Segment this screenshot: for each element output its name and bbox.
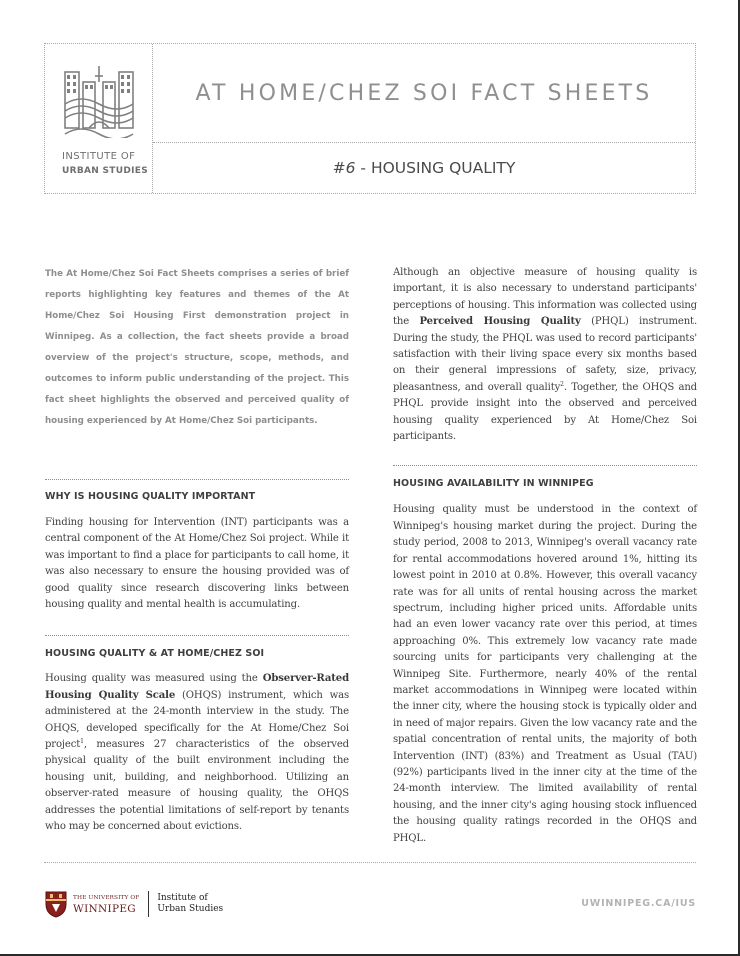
section-divider xyxy=(45,479,349,480)
university-name-line1: THE UNIVERSITY OF xyxy=(73,895,140,901)
bold-term: Observer-Rated Housing Quality Scale xyxy=(45,673,349,701)
footnote-ref: 2 xyxy=(560,380,564,388)
ius-name xyxy=(157,893,223,915)
footer-divider xyxy=(44,862,696,863)
section-divider xyxy=(45,635,349,636)
text-run: Housing quality was measured using the xyxy=(45,673,263,685)
section-heading-quality: HOUSING QUALITY & AT HOME/CHEZ SOI xyxy=(45,648,265,660)
text-run: , measures 27 characteristics of the observed physical quality of the built environment including the housing unit, building, and neighborhood. Utilizing an observer-rated measure of housing quality, the OHQS addresses the potential limitations of self-report by tenants who may be concerned about evictions. xyxy=(45,739,349,833)
logo-line2: URBAN STUDIES xyxy=(62,166,149,176)
availability-paragraph: Housing quality must be understood in the context of Winnipeg's housing market during the project. During the study period, 2008 to 2013, Winnipeg's overall vacancy rate for rental accommodations hovered around 1%, hitting its lowest point in 2010 at 0.8%. However, this overall vacancy rate was for all units of rental housing across the market spectrum, including higher priced units. Affordable units had an even lower vacancy rate over this period, at times approaching 0%. This extremely low vacancy rate made sourcing units for participants very challenging at the Winnipeg Site. Furthermore, nearly 40% of the rental market accommodations in Winnipeg were located within the inner city, where the housing stock is typically older and in need of major repairs. Given the low vacancy rate and the spatial concentration of rental units, the majority of both Intervention (INT) (83%) and Treatment as Usual (TAU) (92%) participants lived in the inner city at the time of the 24-month interview. The limited availability of rental housing, and the inner city's aging housing stock influenced the housing quality ratings recorded in the OHQS and PHQL. xyxy=(393,504,697,844)
university-name-line2: WINNIPEG xyxy=(73,903,136,915)
institute-name xyxy=(62,150,148,178)
text-run: (OHQS) instrument, which was administered at the 24-month interview in the study. The OHQS, developed specifically for the At Home/Chez Soi project xyxy=(45,689,350,751)
bold-term: Perceived Housing Quality xyxy=(419,316,581,328)
text-run: Although an objective measure of housing quality is important, it is also necessary to understand participants' perceptions of housing. This information was collected using the xyxy=(393,267,697,328)
fact-sheet-number: #6 xyxy=(332,159,356,177)
right-column xyxy=(393,265,697,847)
section-divider xyxy=(393,465,697,466)
quality-paragraph xyxy=(45,671,349,835)
section-heading-availability: HOUSING AVAILABILITY IN WINNIPEG xyxy=(393,478,594,490)
section-heading-why: WHY IS HOUSING QUALITY IMPORTANT xyxy=(45,491,256,502)
intro-paragraph: The At Home/Chez Soi Fact Sheets comprises a series of brief reports highlighting key features and themes of the At Home/Chez Soi Housing First demonstration project in Winnipeg. As a collection, the fact sheets provide a broad overview of the project's structure, scope, methods, and outcomes to inform public understanding of the project. This fact sheet highlights the observed and perceived quality of housing experienced by At Home/Chez Soi participants. xyxy=(45,269,349,426)
ius-line2: Urban Studies xyxy=(157,904,224,914)
university-name xyxy=(73,893,139,915)
university-crest-icon xyxy=(44,890,68,918)
website-link[interactable]: UWINNIPEG.CA/IUS xyxy=(581,898,696,909)
page-title: AT HOME/CHEZ SOI FACT SHEETS xyxy=(195,80,653,106)
text-run: . Together, the OHQS and PHQL provide insight into the observed and perceived housing quality experienced by At Home/Chez Soi participants. xyxy=(393,381,697,443)
footnote-ref: 1 xyxy=(80,738,84,746)
why-paragraph: Finding housing for Intervention (INT) participants was a central component of the At Home/Chez Soi project. While it was important to find a place for participants to call home, it was also necessary to ensure the housing provided was of good quality since research discovering links between housing quality and mental health is accumulating. xyxy=(45,517,349,611)
subtitle-text: HOUSING QUALITY xyxy=(370,159,516,177)
subtitle-box xyxy=(153,143,695,193)
page-subtitle xyxy=(333,159,516,177)
university-logo xyxy=(44,887,223,921)
subtitle-separator: - xyxy=(355,159,371,177)
title-box xyxy=(153,44,695,143)
left-column xyxy=(45,264,349,836)
logo-separator xyxy=(148,891,149,917)
text-run: (PHQL) instrument. During the study, the PHQL was used to record participants' satisfaction with their living space every six months based on their general impressions of safety, size, privacy, pleasantness, and overall quality xyxy=(393,316,698,393)
header-box xyxy=(44,43,696,194)
city-buildings-icon xyxy=(63,66,135,138)
perceived-paragraph xyxy=(393,265,697,445)
institute-logo xyxy=(45,44,153,193)
ius-line1: Institute of xyxy=(157,893,208,903)
logo-line1: INSTITUTE OF xyxy=(62,151,136,162)
